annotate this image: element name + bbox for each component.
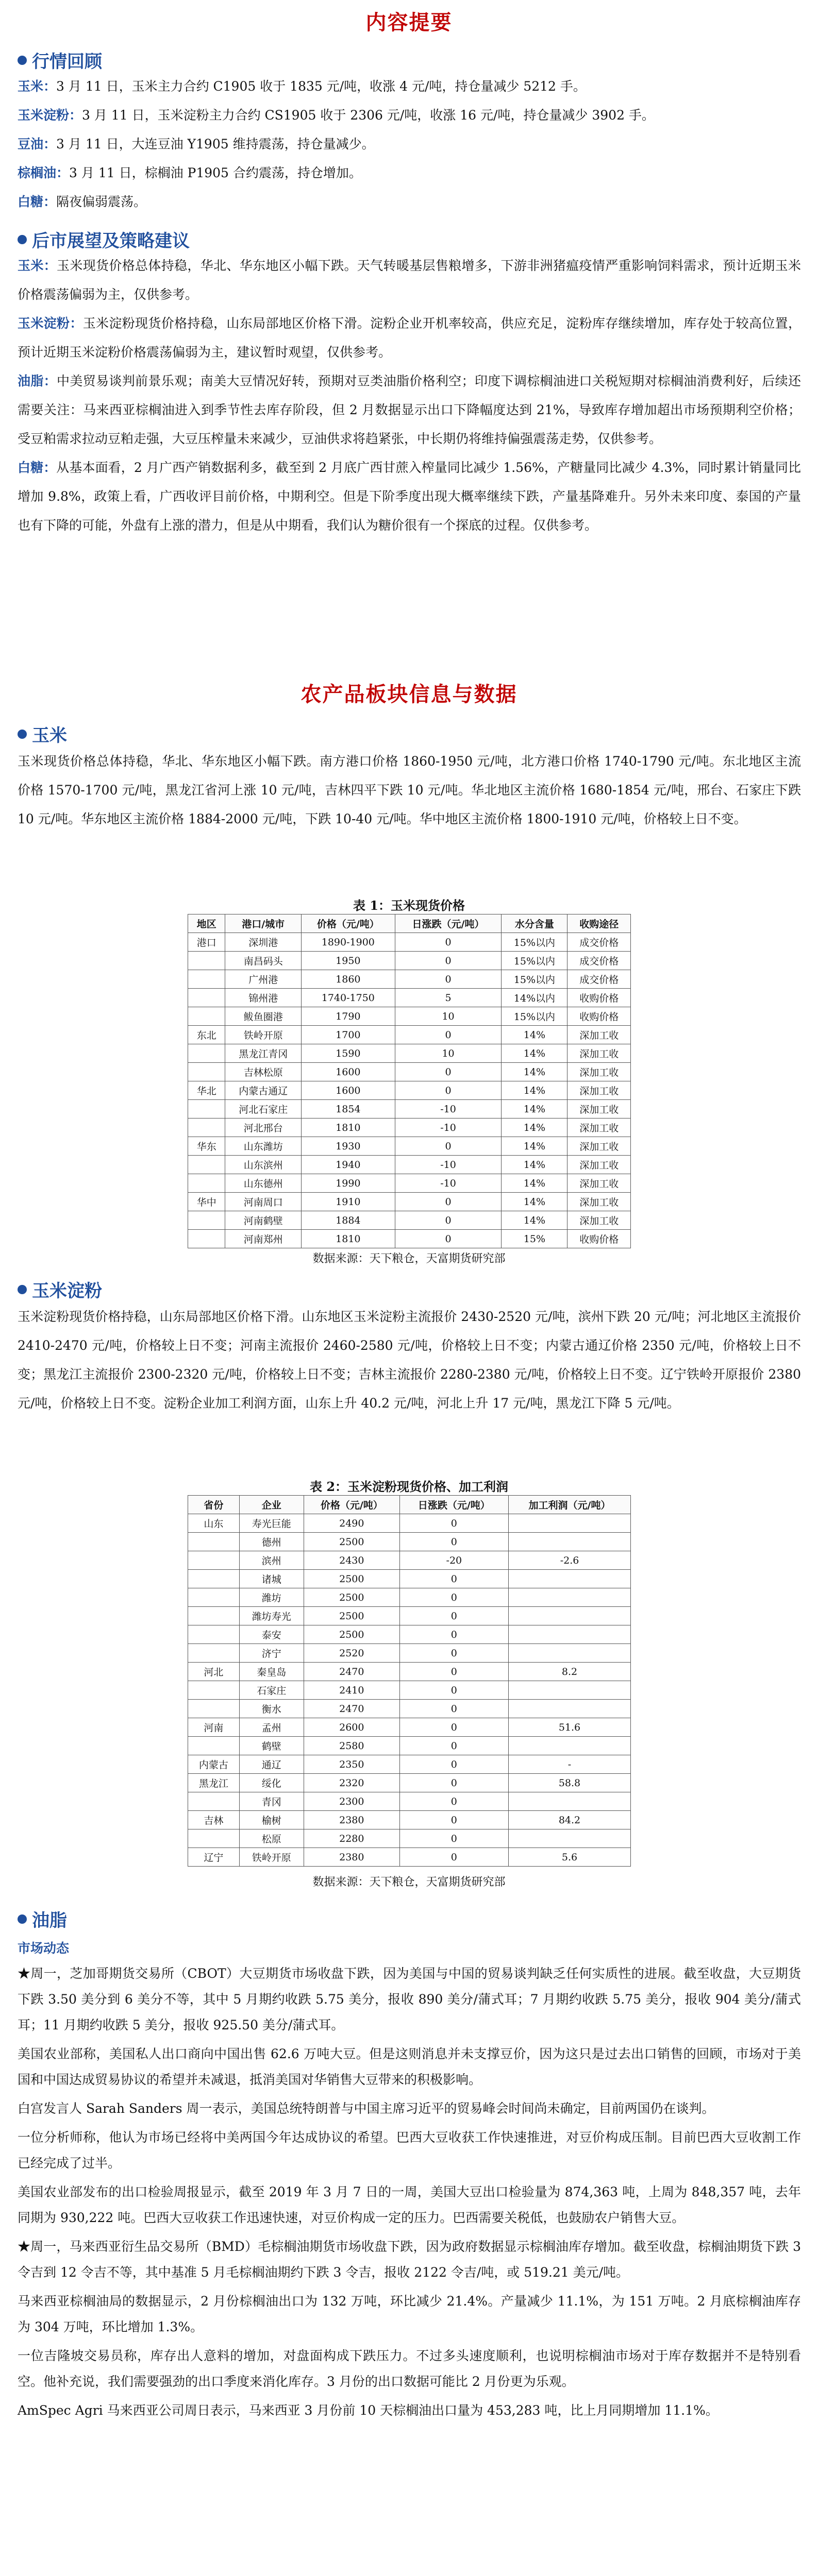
- table-cell: 成交价格: [567, 952, 631, 970]
- table-cell: 收购价格: [567, 989, 631, 1007]
- table-cell: 0: [399, 1700, 508, 1718]
- table-row: [188, 1829, 631, 1848]
- table-header-cell: 省份: [188, 1496, 240, 1514]
- table-cell: 广州港: [225, 970, 302, 989]
- table-header-cell: 价格（元/吨）: [304, 1496, 399, 1514]
- table-cell: 14%: [502, 1156, 567, 1174]
- table-cell: 寿光巨能: [239, 1514, 304, 1533]
- table-cell: 锦州港: [225, 989, 302, 1007]
- table-cell: 10: [395, 1044, 502, 1063]
- table-cell: 0: [399, 1607, 508, 1625]
- news-paragraph: AmSpec Agri 马来西亚公司周日表示，马来西亚 3 月份前 10 天棕榈油出口量为 453,283 吨，比上月同期增加 11.1%。: [18, 2403, 719, 2418]
- corn-paragraph: 玉米现货价格总体持稳，华北、华东地区小幅下跌。南方港口价格 1860-1950 元/吨，北方港口价格 1740-1790 元/吨。东北地区主流价格 1570-1700 元/吨，黑龙江省河上涨 10 元/吨，吉林四平下跌 10 元/吨。华北地区主流价格 1680-1854 元/吨，邢台、石家庄下跌 10 元/吨。华东地区主流价格 1884-2000 元/吨，下跌 10-40 元/吨。华中地区主流价格 1800-1910 元/吨，价格较上日不变。: [18, 754, 801, 826]
- table-row: [188, 1737, 631, 1755]
- table-cell: 潍坊: [239, 1588, 304, 1607]
- table-cell: 14%以内: [502, 989, 567, 1007]
- table-row: [188, 1755, 631, 1774]
- table-cell: 内蒙古: [188, 1755, 240, 1774]
- table-cell: 成交价格: [567, 970, 631, 989]
- table-cell: 深加工收: [567, 1063, 631, 1081]
- table-cell: 衡水: [239, 1700, 304, 1718]
- table-cell: 2490: [304, 1514, 399, 1533]
- table-cell: 2280: [304, 1829, 399, 1848]
- table-header-cell: 企业: [239, 1496, 304, 1514]
- table-cell: 深加工收: [567, 1044, 631, 1063]
- table-cell: 2520: [304, 1644, 399, 1663]
- table-row: [188, 1063, 631, 1081]
- table-row: [188, 1230, 631, 1248]
- table-cell: 15%以内: [502, 933, 567, 952]
- table-cell: 1884: [301, 1211, 395, 1230]
- table-cell: 2600: [304, 1718, 399, 1737]
- table-cell: 14%: [502, 1193, 567, 1211]
- table-cell: [188, 970, 225, 989]
- table-cell: 0: [399, 1774, 508, 1792]
- table-cell: 河北石家庄: [225, 1100, 302, 1118]
- table-cell: 华东: [188, 1137, 225, 1156]
- table-cell: 1940: [301, 1156, 395, 1174]
- corn-table-caption: 表 1：玉米现货价格: [353, 898, 465, 913]
- table-cell: 14%: [502, 1137, 567, 1156]
- table-cell: 0: [399, 1588, 508, 1607]
- table-cell: 深加工收: [567, 1137, 631, 1156]
- table-cell: -10: [395, 1100, 502, 1118]
- table-cell: 港口: [188, 933, 225, 952]
- review-sugar: 白糖：隔夜偏弱震荡。: [18, 194, 147, 209]
- table-row: [188, 1211, 631, 1230]
- table-cell: 8.2: [509, 1663, 631, 1681]
- table-cell: 榆树: [239, 1811, 304, 1829]
- table-cell: 0: [395, 1193, 502, 1211]
- starch-table-source: 数据来源：天下粮仓，天富期货研究部: [312, 1876, 506, 1889]
- outlook-starch: 玉米淀粉：玉米淀粉现货价格持稳，山东局部地区价格下滑。淀粉企业开机率较高，供应充足，淀粉库存继续增加，库存处于较高位置，预计近期玉米淀粉价格震荡偏弱为主，建议暂时观望，仅供参考。: [18, 316, 801, 360]
- table-cell: 2500: [304, 1588, 399, 1607]
- table-cell: 14%: [502, 1063, 567, 1081]
- table-cell: 河北邢台: [225, 1118, 302, 1137]
- table-cell: [188, 1792, 240, 1811]
- table-cell: 0: [399, 1570, 508, 1588]
- table-cell: 河南周口: [225, 1193, 302, 1211]
- table-cell: 0: [399, 1811, 508, 1829]
- table-cell: 0: [399, 1792, 508, 1811]
- table-cell: 吉林松原: [225, 1063, 302, 1081]
- table-cell: 14%: [502, 1211, 567, 1230]
- table-cell: 2500: [304, 1533, 399, 1551]
- table-cell: 0: [399, 1755, 508, 1774]
- table-row: [188, 1137, 631, 1156]
- table-cell: -10: [395, 1118, 502, 1137]
- table-cell: 1854: [301, 1100, 395, 1118]
- market-review-list: [18, 72, 801, 216]
- table-cell: 0: [395, 952, 502, 970]
- table-cell: 泰安: [239, 1625, 304, 1644]
- table-row: [188, 1044, 631, 1063]
- review-starch: 玉米淀粉：3 月 11 日，玉米淀粉主力合约 CS1905 收于 2306 元/吨，收涨 16 元/吨，持仓量减少 3902 手。: [18, 108, 655, 123]
- corn-price-table: [188, 914, 631, 1248]
- table-row: [188, 1607, 631, 1625]
- table-row: [188, 1174, 631, 1193]
- table-row: [188, 1100, 631, 1118]
- table-cell: 1600: [301, 1063, 395, 1081]
- bullet-icon: [18, 730, 27, 739]
- table-cell: 1930: [301, 1137, 395, 1156]
- table-cell: 1810: [301, 1118, 395, 1137]
- section-title: 油脂: [32, 1910, 67, 1931]
- table-cell: [509, 1533, 631, 1551]
- table-cell: 成交价格: [567, 933, 631, 952]
- table-cell: 深加工收: [567, 1156, 631, 1174]
- table-cell: 0: [395, 933, 502, 952]
- table-cell: 南昌码头: [225, 952, 302, 970]
- outlook-oils: 油脂：中美贸易谈判前景乐观；南美大豆情况好转，预期对豆类油脂价格利空；印度下调棕榈油进口关税短期对棕榈油消费利好，后续还需要关注：马来西亚棕榈油进入到季节性去库存阶段，但 2 月数据显示出口下降幅度达到 21%，导致库存增加超出市场预期利空价格；受豆粕需求拉动豆粕走强，大豆压榨量未来减少，豆油供求将趋紧张，中长期仍将维持偏强震荡走势，仅供参考。: [18, 374, 801, 446]
- starch-price-table: [188, 1495, 631, 1867]
- table-cell: 0: [395, 970, 502, 989]
- news-paragraph: 美国农业部称，美国私人出口商向中国出售 62.6 万吨大豆。但是这则消息并未支撑豆价，因为这只是过去出口销售的回顾，市场对于美国和中国达成贸易协议的希望并未减退，抵消美国对华销售大豆带来的积极影响。: [18, 2046, 801, 2087]
- table-header-cell: 日涨跌（元/吨）: [399, 1496, 508, 1514]
- table-cell: 15%: [502, 1230, 567, 1248]
- table-cell: 2410: [304, 1681, 399, 1700]
- table-cell: 2500: [304, 1607, 399, 1625]
- table-cell: 山东潍坊: [225, 1137, 302, 1156]
- table-cell: 1600: [301, 1081, 395, 1100]
- table-cell: 58.8: [509, 1774, 631, 1792]
- table-cell: 山东: [188, 1514, 240, 1533]
- table-cell: 2470: [304, 1700, 399, 1718]
- table-cell: [509, 1588, 631, 1607]
- table-cell: 华中: [188, 1193, 225, 1211]
- table-cell: [188, 952, 225, 970]
- table-cell: 2500: [304, 1570, 399, 1588]
- outlook-sugar: 白糖：从基本面看，2 月广西产销数据利多，截至到 2 月底广西甘蔗入榨量同比减少 1.56%，产糖量同比减少 4.3%，同时累计销量同比增加 9.8%，政策上看，广西收评目前价格，中期利空。但是下阶季度出现大概率继续下跌，产量基降难升。另外未来印度、泰国的产量也有下降的可能，外盘有上涨的潜力，但是从中期看，我们认为糖价很有一个探底的过程。仅供参考。: [18, 460, 801, 533]
- table-cell: 84.2: [509, 1811, 631, 1829]
- table-cell: [188, 1007, 225, 1026]
- table-cell: 黑龙江: [188, 1774, 240, 1792]
- table-cell: [188, 1700, 240, 1718]
- table-cell: [188, 1230, 225, 1248]
- table-cell: 1910: [301, 1193, 395, 1211]
- table-cell: [509, 1625, 631, 1644]
- table-cell: [509, 1700, 631, 1718]
- table-cell: 1700: [301, 1026, 395, 1044]
- table-cell: 14%: [502, 1081, 567, 1100]
- table-cell: 2380: [304, 1811, 399, 1829]
- table-row: [188, 1681, 631, 1700]
- table-row: [188, 1625, 631, 1644]
- starch-paragraph: 玉米淀粉现货价格持稳，山东局部地区价格下滑。山东地区玉米淀粉主流报价 2430-2520 元/吨，滨州下跌 20 元/吨；河北地区主流报价 2410-2470 元/吨，价格较上日不变；河南主流报价 2460-2580 元/吨，价格较上日不变；内蒙古通辽价格 2350 元/吨，价格较上日不变；黑龙江主流报价 2300-2320 元/吨，价格较上日不变；吉林主流报价 2280-2380 元/吨，价格较上日不变。辽宁铁岭开原报价 2380 元/吨，价格较上日不变。淀粉企业加工利润方面，山东上升 40.2 元/吨，河北上升 17 元/吨，黑龙江下降 5 元/吨。: [18, 1309, 801, 1411]
- table-cell: 2470: [304, 1663, 399, 1681]
- section-title: 玉米淀粉: [32, 1281, 102, 1301]
- table-cell: [188, 1044, 225, 1063]
- table-cell: -20: [399, 1551, 508, 1570]
- table-cell: 51.6: [509, 1718, 631, 1737]
- table-cell: 2320: [304, 1774, 399, 1792]
- table-cell: -: [509, 1755, 631, 1774]
- table-cell: 鲅鱼圈港: [225, 1007, 302, 1026]
- table-cell: 1740-1750: [301, 989, 395, 1007]
- table-cell: [188, 1156, 225, 1174]
- section-title: 后市展望及策略建议: [32, 231, 190, 251]
- bullet-icon: [18, 1285, 27, 1294]
- table-cell: 0: [399, 1718, 508, 1737]
- table-cell: -2.6: [509, 1551, 631, 1570]
- table-cell: 松原: [239, 1829, 304, 1848]
- table-cell: 深加工收: [567, 1100, 631, 1118]
- table-cell: 2350: [304, 1755, 399, 1774]
- review-palm: 棕榈油：3 月 11 日，棕榈油 P1905 合约震荡，持仓增加。: [18, 165, 362, 180]
- table-row: [188, 1588, 631, 1607]
- table-cell: -10: [395, 1174, 502, 1193]
- table-cell: 14%: [502, 1026, 567, 1044]
- table-cell: 0: [395, 1063, 502, 1081]
- table-cell: 东北: [188, 1026, 225, 1044]
- table-cell: 0: [395, 1026, 502, 1044]
- table-cell: [188, 1118, 225, 1137]
- news-paragraph: ★周一，马来西亚衍生品交易所（BMD）毛棕榈油期货市场收盘下跌，因为政府数据显示棕榈油库存增加。截至收盘，棕榈油期货下跌 3 令吉到 12 令吉不等，其中基准 5 月毛棕榈油期约下跌 3 令吉，报收 2122 令吉/吨，或 519.21 美元/吨。: [18, 2239, 801, 2280]
- table-row: [188, 1533, 631, 1551]
- table-cell: [509, 1644, 631, 1663]
- table-cell: 通辽: [239, 1755, 304, 1774]
- table-cell: 1790: [301, 1007, 395, 1026]
- table-cell: 深加工收: [567, 1118, 631, 1137]
- table-cell: 铁岭开原: [239, 1848, 304, 1867]
- table-cell: 2500: [304, 1625, 399, 1644]
- table-row: [188, 1663, 631, 1681]
- table-cell: 0: [399, 1625, 508, 1644]
- table-cell: 0: [399, 1737, 508, 1755]
- table-row: [188, 970, 631, 989]
- table-cell: 深加工收: [567, 1026, 631, 1044]
- table-cell: 1590: [301, 1044, 395, 1063]
- table-cell: [188, 1174, 225, 1193]
- table-cell: [509, 1737, 631, 1755]
- table-cell: 15%以内: [502, 970, 567, 989]
- table-cell: 15%以内: [502, 1007, 567, 1026]
- table-cell: [509, 1792, 631, 1811]
- table-cell: 青冈: [239, 1792, 304, 1811]
- table-header-row: [188, 1496, 631, 1514]
- table-row: [188, 1700, 631, 1718]
- table-header-cell: 港口/城市: [225, 914, 302, 933]
- section-market-review: [18, 47, 102, 73]
- table-cell: 济宁: [239, 1644, 304, 1663]
- table-cell: 滨州: [239, 1551, 304, 1570]
- table-cell: [188, 1681, 240, 1700]
- table-cell: 2580: [304, 1737, 399, 1755]
- table-cell: 0: [395, 1081, 502, 1100]
- table-row: [188, 933, 631, 952]
- table-header-cell: 地区: [188, 914, 225, 933]
- table-cell: [188, 1737, 240, 1755]
- table-cell: 河南郑州: [225, 1230, 302, 1248]
- table-row: [188, 1007, 631, 1026]
- table-cell: 5.6: [509, 1848, 631, 1867]
- table-row: [188, 1718, 631, 1737]
- table-cell: 石家庄: [239, 1681, 304, 1700]
- table-cell: 10: [395, 1007, 502, 1026]
- table-cell: 14%: [502, 1174, 567, 1193]
- table-cell: 内蒙古通辽: [225, 1081, 302, 1100]
- table-cell: [509, 1607, 631, 1625]
- table-cell: 0: [399, 1644, 508, 1663]
- table-header-cell: 水分含量: [502, 914, 567, 933]
- table-cell: 0: [399, 1681, 508, 1700]
- bullet-icon: [18, 235, 27, 244]
- table-cell: 0: [399, 1533, 508, 1551]
- table-cell: [188, 1829, 240, 1848]
- table-row: [188, 1026, 631, 1044]
- table-cell: [188, 1211, 225, 1230]
- news-paragraph: ★周一，芝加哥期货交易所（CBOT）大豆期货市场收盘下跌，因为美国与中国的贸易谈判缺乏任何实质性的进展。截至收盘，大豆期货下跌 3.50 美分到 6 美分不等，其中 5 月期约收跌 5.75 美分，报收 890 美分/蒲式耳；7 月期约收跌 5.75 美分，报收 904 美分/蒲式耳；11 月期约收跌 5 美分，报收 925.50 美分/蒲式耳。: [18, 1966, 801, 2032]
- table-row: [188, 1193, 631, 1211]
- table-row: [188, 1774, 631, 1792]
- table-cell: 鹤壁: [239, 1737, 304, 1755]
- oils-subtitle: 市场动态: [18, 1941, 70, 1956]
- news-paragraph: 白宫发言人 Sarah Sanders 周一表示，美国总统特朗普与中国主席习近平的贸易峰会时间尚未确定，目前两国仍在谈判。: [18, 2101, 715, 2116]
- table-cell: 黑龙江青冈: [225, 1044, 302, 1063]
- table-cell: [188, 1533, 240, 1551]
- section-outlook: [18, 227, 190, 252]
- table-cell: 河南鹤壁: [225, 1211, 302, 1230]
- table-cell: [188, 1625, 240, 1644]
- table-row: [188, 1848, 631, 1867]
- table-header-row: [188, 914, 631, 933]
- table-cell: [188, 1644, 240, 1663]
- table-cell: 2430: [304, 1551, 399, 1570]
- table-cell: 深圳港: [225, 933, 302, 952]
- news-paragraph: 一位吉隆坡交易员称，库存出人意料的增加，对盘面构成下跌压力。不过多头速度顺利，也说明棕榈油市场对于库存数据并不是特别看空。他补充说，我们需要强劲的出口季度来消化库存。3 月份的出口数据可能比 2 月份更为乐观。: [18, 2348, 801, 2389]
- table-row: [188, 1811, 631, 1829]
- table-cell: 山东德州: [225, 1174, 302, 1193]
- table-header-cell: 收购途径: [567, 914, 631, 933]
- table-cell: 河南: [188, 1718, 240, 1737]
- oils-news: [18, 1961, 801, 2424]
- table-cell: -10: [395, 1156, 502, 1174]
- page-title: 内容提要: [365, 10, 453, 35]
- table-header-cell: 价格（元/吨）: [301, 914, 395, 933]
- table-cell: 绥化: [239, 1774, 304, 1792]
- table-header-cell: 日涨跌（元/吨）: [395, 914, 502, 933]
- table-cell: 深加工收: [567, 1081, 631, 1100]
- table-cell: 潍坊寿光: [239, 1607, 304, 1625]
- table-cell: [188, 1100, 225, 1118]
- table-cell: 0: [395, 1137, 502, 1156]
- table-row: [188, 989, 631, 1007]
- table-row: [188, 1551, 631, 1570]
- bullet-icon: [18, 1914, 27, 1924]
- table-cell: 5: [395, 989, 502, 1007]
- table-cell: [188, 1588, 240, 1607]
- table-cell: [509, 1514, 631, 1533]
- table-cell: 2300: [304, 1792, 399, 1811]
- table-cell: 0: [399, 1829, 508, 1848]
- table-cell: [188, 1607, 240, 1625]
- news-paragraph: 美国农业部发布的出口检验周报显示，截至 2019 年 3 月 7 日的一周，美国大豆出口检验量为 874,363 吨，上周为 848,357 吨，去年同期为 930,222 吨。巴西大豆收获工作迅速快速，对豆价构成一定的压力。巴西需要关税低，也鼓励农户销售大豆。: [18, 2184, 801, 2225]
- bullet-icon: [18, 56, 27, 65]
- table-row: [188, 1156, 631, 1174]
- table-cell: [509, 1829, 631, 1848]
- outlook-list: [18, 251, 801, 540]
- table-cell: 诸城: [239, 1570, 304, 1588]
- table-cell: 秦皇岛: [239, 1663, 304, 1681]
- table-cell: 14%: [502, 1100, 567, 1118]
- table-cell: [188, 1551, 240, 1570]
- table-row: [188, 1792, 631, 1811]
- news-paragraph: 一位分析师称，他认为市场已经将中美两国今年达成协议的希望。巴西大豆收获工作快速推进，对豆价构成压制。目前巴西大豆收割工作已经完成了过半。: [18, 2130, 801, 2171]
- news-paragraph: 马来西亚棕榈油局的数据显示，2 月份棕榈油出口为 132 万吨，环比减少 21.4%。产量减少 11.1%，为 151 万吨。2 月底棕榈油库存为 304 万吨，环比增加 1.3%。: [18, 2294, 801, 2334]
- table-cell: 1950: [301, 952, 395, 970]
- table-cell: 收购价格: [567, 1230, 631, 1248]
- part2-title: 农产品板块信息与数据: [301, 682, 517, 706]
- table-cell: 14%: [502, 1118, 567, 1137]
- table-cell: 15%以内: [502, 952, 567, 970]
- table-cell: 辽宁: [188, 1848, 240, 1867]
- table-cell: 深加工收: [567, 1193, 631, 1211]
- section-corn: [18, 721, 67, 747]
- table-cell: [509, 1570, 631, 1588]
- section-title: 玉米: [32, 725, 67, 746]
- table-cell: 山东滨州: [225, 1156, 302, 1174]
- review-soyoil: 豆油：3 月 11 日，大连豆油 Y1905 维持震荡，持仓量减少。: [18, 137, 375, 151]
- table-cell: [188, 1063, 225, 1081]
- outlook-corn: 玉米：玉米现货价格总体持稳，华北、华东地区小幅下跌。天气转暖基层售粮增多，下游非洲猪瘟疫情严重影响饲料需求，预计近期玉米价格震荡偏弱为主，仅供参考。: [18, 258, 801, 302]
- table-cell: [188, 1570, 240, 1588]
- table-cell: 1860: [301, 970, 395, 989]
- table-cell: [509, 1681, 631, 1700]
- table-row: [188, 1570, 631, 1588]
- table-row: [188, 1118, 631, 1137]
- section-title: 行情回顾: [32, 52, 102, 72]
- table-cell: 1890-1900: [301, 933, 395, 952]
- section-starch: [18, 1277, 102, 1302]
- table-row: [188, 952, 631, 970]
- corn-table-source: 数据来源：天下粮仓，天富期货研究部: [312, 1252, 506, 1265]
- table-cell: 深加工收: [567, 1211, 631, 1230]
- table-cell: 0: [399, 1848, 508, 1867]
- table-cell: 河北: [188, 1663, 240, 1681]
- table-cell: 0: [399, 1663, 508, 1681]
- table-cell: 0: [399, 1514, 508, 1533]
- table-cell: 2380: [304, 1848, 399, 1867]
- table-cell: 德州: [239, 1533, 304, 1551]
- table-cell: 1990: [301, 1174, 395, 1193]
- table-cell: [188, 989, 225, 1007]
- starch-table-caption: 表 2：玉米淀粉现货价格、加工利润: [309, 1479, 509, 1494]
- review-corn: 玉米：3 月 11 日，玉米主力合约 C1905 收于 1835 元/吨，收涨 4 元/吨，持仓量减少 5212 手。: [18, 79, 586, 94]
- table-row: [188, 1644, 631, 1663]
- table-cell: 0: [395, 1230, 502, 1248]
- table-row: [188, 1081, 631, 1100]
- table-cell: 铁岭开原: [225, 1026, 302, 1044]
- table-row: [188, 1514, 631, 1533]
- section-oils: [18, 1906, 67, 1931]
- table-cell: 吉林: [188, 1811, 240, 1829]
- table-cell: 孟州: [239, 1718, 304, 1737]
- table-cell: 收购价格: [567, 1007, 631, 1026]
- table-cell: 1810: [301, 1230, 395, 1248]
- table-header-cell: 加工利润（元/吨）: [509, 1496, 631, 1514]
- table-cell: 华北: [188, 1081, 225, 1100]
- table-cell: 14%: [502, 1044, 567, 1063]
- table-cell: 0: [395, 1211, 502, 1230]
- table-cell: 深加工收: [567, 1174, 631, 1193]
